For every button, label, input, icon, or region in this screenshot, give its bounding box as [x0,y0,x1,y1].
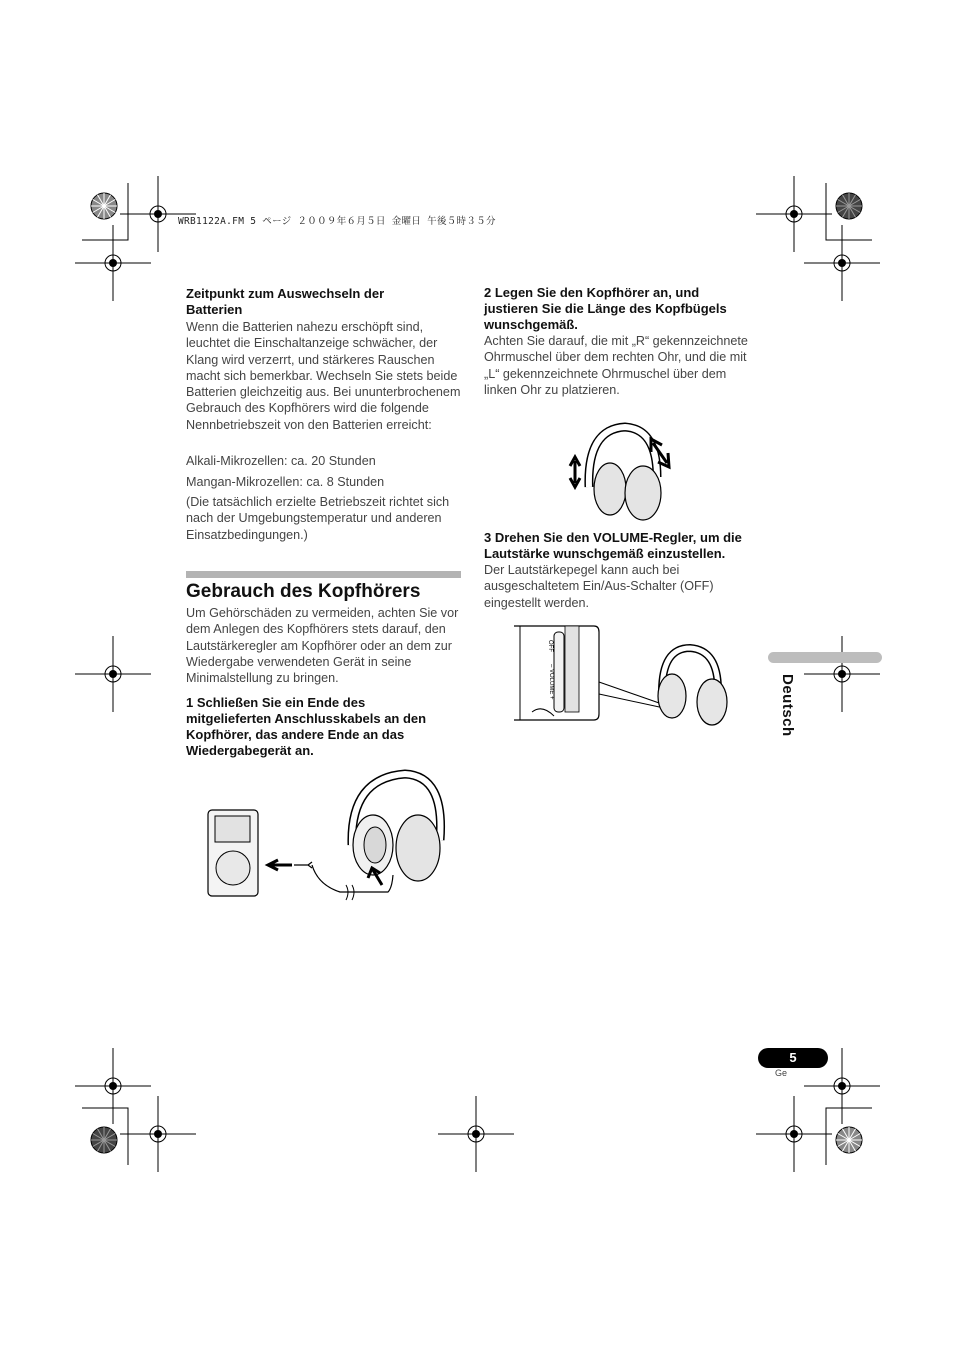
step2-heading: 2 Legen Sie den Kopfhörer an, und justieren Sie die Länge des Kopfbügels wunschgemäß. [484,285,727,332]
registration-mark-icon [120,1096,196,1172]
runtime-note: (Die tatsächlich erzielte Betriebszeit richtet sich nach der Umgebungstemperatur und anderen Einsatzbedingungen.) [186,495,450,542]
step1-heading: 1 Schließen Sie ein Ende des mitgelieferten Anschlusskabels an den Kopfhörer, das andere Ende an das Wiedergabegerät an. [186,695,427,758]
file-header: WRB1122A.FM 5 ページ ２００９年６月５日 金曜日 午後５時３５分 [178,216,496,227]
registration-mark-icon [804,225,880,301]
step2-text: Achten Sie darauf, die mit „R“ gekennzeichnete Ohrmuschel über dem rechten Ohr, und die mit „L“ gekennzeichnete Ohrmuschel über dem linken Ohr zu platzieren. [484,334,748,397]
battery-text: Wenn die Batterien nahezu erschöpft sind, leuchtet die Einschaltanzeige schwächer, der Klang wird verzerrt, und stärkeres Rauschen macht sich bemerkbar. Wechseln Sie stets beide Batterien gleichzeitig aus. Bei ununterbrochenem Gebrauch des Kopfhörers wird die folgende Nennbetriebszeit von den Batterien erreicht: [186,320,461,432]
alkali-runtime: Alkali-Mikrozellen: ca. 20 Stunden [186,454,376,468]
color-target-icon [836,1127,862,1153]
connection-illustration [200,770,460,910]
registration-mark-icon [75,225,151,301]
color-target-icon [836,193,862,219]
registration-mark-icon [438,1096,514,1172]
off-label: OFF [547,640,553,652]
step3-text: Der Lautstärkepegel kann auch bei ausgeschaltetem Ein/Aus-Schalter (OFF) eingestellt werden. [484,563,714,610]
volume-illustration [514,624,744,724]
battery-heading: Zeitpunkt zum Auswechseln der Batterien [186,286,385,317]
registration-mark-icon [804,636,880,712]
registration-mark-icon [756,1096,832,1172]
registration-mark-icon [756,176,832,252]
section-intro: Um Gehörschäden zu vermeiden, achten Sie vor dem Anlegen des Kopfhörers stets darauf, den Lautstärkeregler am Kopfhörer oder an dem zur Wiedergabe verwendeten Gerät in seine Minimalstellung zu bringen. [186,606,459,686]
volume-label: – VOLUME + [548,664,554,700]
color-target-icon [91,193,117,219]
side-tab [760,672,800,752]
page-language-code: Ge [775,1068,788,1078]
registration-mark-icon [75,636,151,712]
headphones-adjust-illustration [565,425,685,525]
mangan-runtime: Mangan-Mikrozellen: ca. 8 Stunden [186,475,385,489]
color-target-icon [91,1127,117,1153]
section-rule [186,571,461,578]
side-tab-bar [768,652,882,663]
side-tab-label: Deutsch [779,674,796,737]
step3-heading: 3 Drehen Sie den VOLUME-Regler, um die Lautstärke wunschgemäß einzustellen. [484,530,742,561]
registration-mark-icon [75,1048,151,1124]
headphones-illustration [352,774,441,881]
page-number: 5 [758,1048,828,1068]
section-title: Gebrauch des Kopfhörers [186,581,421,602]
